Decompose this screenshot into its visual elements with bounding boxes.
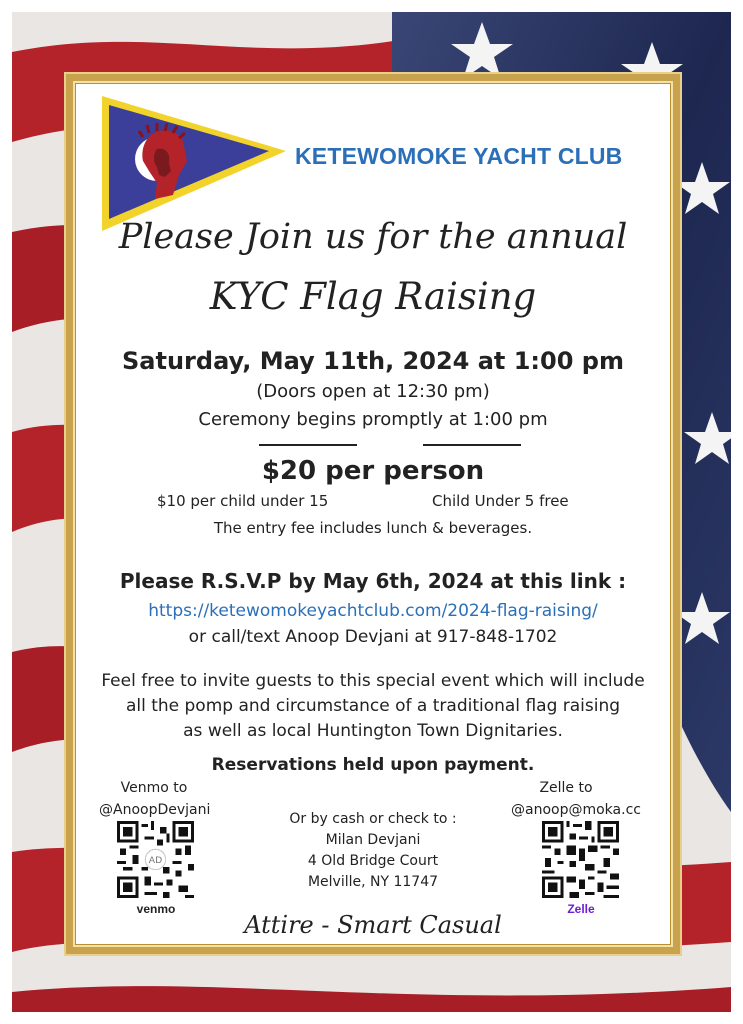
child-price: $10 per child under 15 (157, 492, 329, 510)
zelle-label: Zelle to (539, 780, 593, 796)
price-per-person: $20 per person (261, 456, 485, 486)
venmo-label: Venmo to (120, 780, 188, 796)
invite-script-line1: Please Join us for the annual (118, 217, 628, 257)
guest-invite-text (73, 669, 673, 744)
guest-invite-line1: Feel free to invite guests to this special event which will include (101, 671, 645, 691)
zelle-handle: @anoop@moka.cc (511, 802, 641, 818)
venmo-qr-code (117, 821, 194, 898)
reservations-note: Reservations held upon payment. (211, 755, 535, 775)
invitation-card (66, 74, 680, 954)
divider-left (259, 444, 357, 446)
cash-city: Melville, NY 11747 (307, 874, 439, 890)
zelle-block (511, 777, 641, 821)
under-five-free: Child Under 5 free (432, 492, 569, 510)
event-date: Saturday, May 11th, 2024 at 1:00 pm (122, 347, 624, 375)
guest-invite-line3: as well as local Huntington Town Dignitaries. (183, 721, 563, 741)
venmo-qr-center-initials: AD (148, 855, 163, 867)
zelle-brand-label: Zelle (567, 902, 595, 916)
cash-heading: Or by cash or check to : (289, 811, 457, 827)
rsvp-heading: Please R.S.V.P by May 6th, 2024 at this link : (119, 569, 627, 593)
zelle-qr-code (542, 821, 619, 898)
ceremony-time: Ceremony begins promptly at 1:00 pm (198, 409, 548, 430)
cash-street: 4 Old Bridge Court (307, 853, 439, 869)
invite-script-line2: KYC Flag Raising (209, 275, 537, 318)
doors-open-note: (Doors open at 12:30 pm) (256, 381, 490, 402)
rsvp-phone: or call/text Anoop Devjani at 917-848-1702 (188, 627, 558, 647)
divider-right (423, 444, 521, 446)
venmo-brand-label: venmo (136, 902, 176, 916)
rsvp-link[interactable]: https://ketewomokeyachtclub.com/2024-flag-raising/ (148, 601, 598, 621)
attire-note: Attire - Smart Casual (244, 911, 502, 939)
cash-check-address (273, 809, 473, 893)
venmo-block (99, 777, 209, 821)
guest-invite-line2: all the pomp and circumstance of a traditional flag raising (125, 696, 621, 716)
club-name: KETEWOMOKE YACHT CLUB (295, 143, 623, 169)
venmo-handle: @AnoopDevjani (99, 802, 211, 818)
cash-name: Milan Devjani (325, 832, 421, 848)
entry-fee-note: The entry fee includes lunch & beverages. (213, 519, 533, 537)
